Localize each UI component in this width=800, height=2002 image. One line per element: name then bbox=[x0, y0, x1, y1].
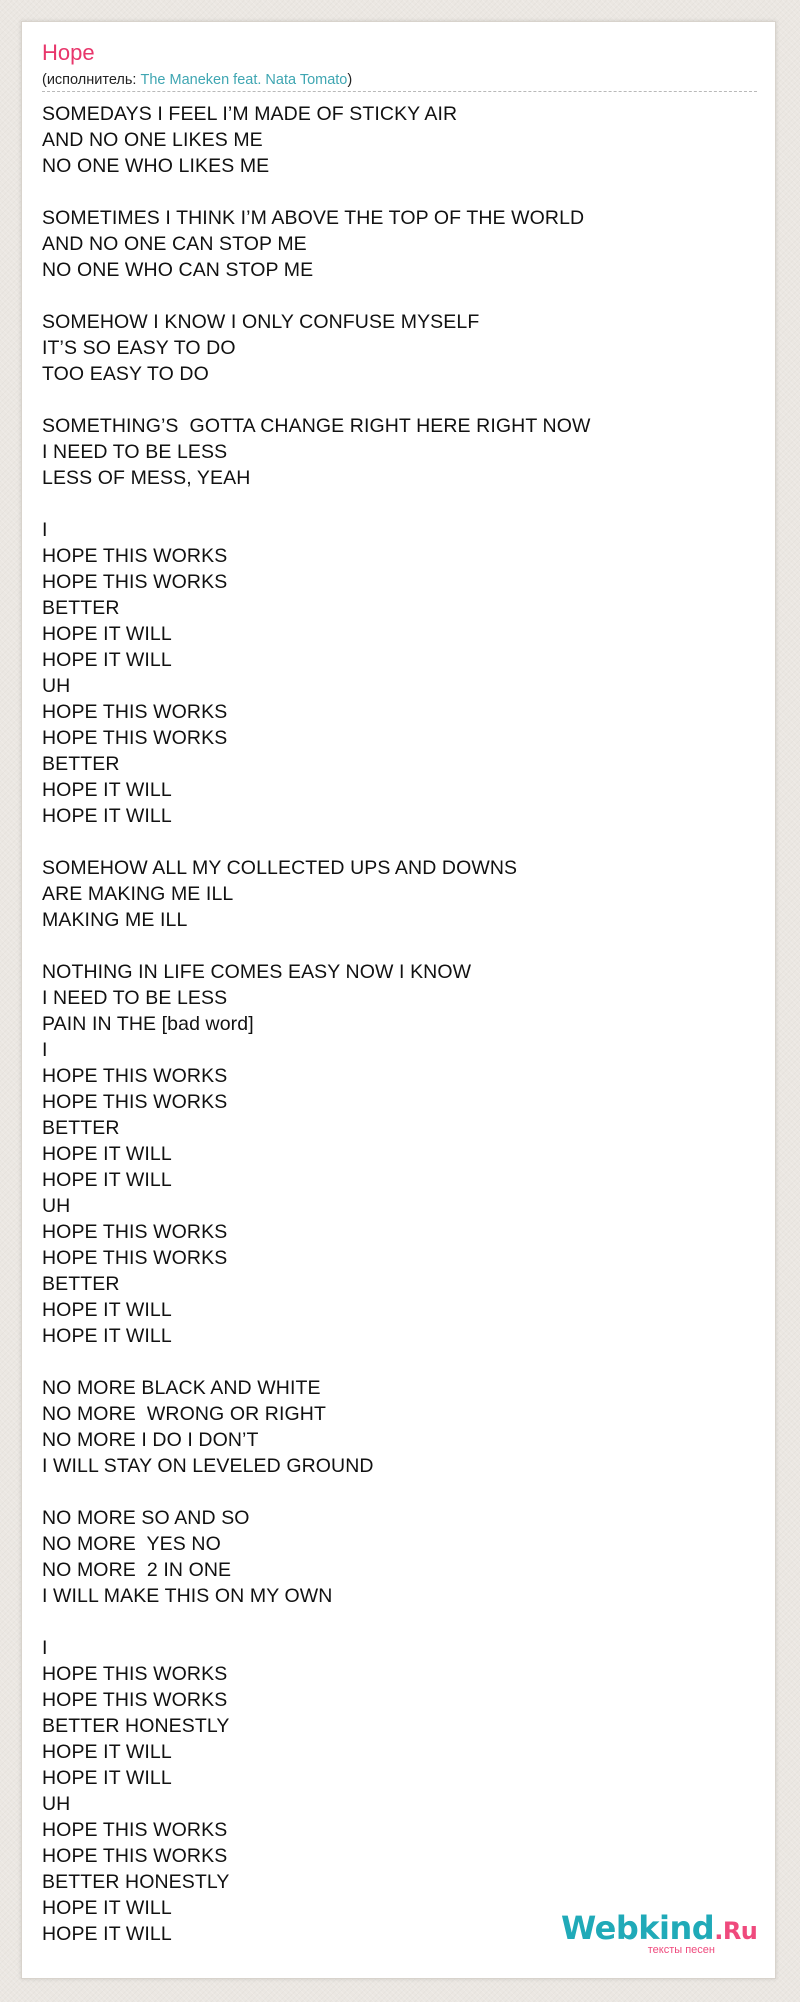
lyric-line: AND NO ONE LIKES ME bbox=[42, 129, 263, 151]
lyric-line: NO MORE SO AND SO bbox=[42, 1507, 250, 1529]
lyric-line: I bbox=[42, 519, 48, 541]
lyric-line: HOPE THIS WORKS bbox=[42, 1221, 228, 1243]
logo-domain-suffix: .Ru bbox=[714, 1917, 758, 1945]
lyric-line: BETTER bbox=[42, 597, 120, 619]
lyric-line: BETTER bbox=[42, 753, 120, 775]
lyric-line: I WILL MAKE THIS ON MY OWN bbox=[42, 1585, 333, 1607]
performer-suffix: ) bbox=[347, 72, 353, 88]
lyric-line: NO ONE WHO LIKES ME bbox=[42, 155, 270, 177]
lyric-line: I bbox=[42, 1637, 48, 1659]
site-logo[interactable] bbox=[561, 1909, 758, 1960]
lyric-line: SOMEHOW I KNOW I ONLY CONFUSE MYSELF bbox=[42, 311, 480, 333]
lyric-line: UH bbox=[42, 1793, 71, 1815]
performer-prefix: (исполнитель: bbox=[42, 72, 141, 88]
lyrics-card bbox=[21, 21, 776, 1979]
lyric-line: HOPE THIS WORKS bbox=[42, 1065, 228, 1087]
song-title: Hope bbox=[42, 40, 95, 65]
lyric-line: HOPE IT WILL bbox=[42, 779, 172, 801]
lyric-line: HOPE IT WILL bbox=[42, 623, 172, 645]
lyric-line: NO MORE BLACK AND WHITE bbox=[42, 1377, 321, 1399]
performer-line bbox=[42, 71, 757, 89]
logo-main-text: Webkind bbox=[561, 1909, 715, 1947]
lyric-line: HOPE IT WILL bbox=[42, 1923, 172, 1945]
lyric-line: AND NO ONE CAN STOP ME bbox=[42, 233, 307, 255]
lyric-line: UH bbox=[42, 675, 71, 697]
logo-tagline: тексты песен bbox=[647, 1944, 715, 1956]
stanza-gap bbox=[42, 283, 757, 309]
lyric-line: HOPE IT WILL bbox=[42, 1325, 172, 1347]
lyric-line: HOPE THIS WORKS bbox=[42, 701, 228, 723]
stanza-gap bbox=[42, 1479, 757, 1505]
lyric-line: BETTER HONESTLY bbox=[42, 1715, 230, 1737]
lyric-line: HOPE THIS WORKS bbox=[42, 545, 228, 567]
lyric-line: BETTER HONESTLY bbox=[42, 1871, 230, 1893]
lyric-line: HOPE THIS WORKS bbox=[42, 1819, 228, 1841]
lyric-line: HOPE IT WILL bbox=[42, 1741, 172, 1763]
lyric-line: I NEED TO BE LESS bbox=[42, 987, 228, 1009]
lyrics-body bbox=[42, 101, 757, 1947]
lyric-line: HOPE THIS WORKS bbox=[42, 1845, 228, 1867]
performer-link[interactable]: The Maneken feat. Nata Tomato bbox=[140, 72, 348, 88]
lyric-line: HOPE THIS WORKS bbox=[42, 1247, 228, 1269]
lyric-line: NO MORE I DO I DON’T bbox=[42, 1429, 259, 1451]
stanza-gap bbox=[42, 491, 757, 517]
lyric-line: HOPE THIS WORKS bbox=[42, 1091, 228, 1113]
stanza-gap bbox=[42, 1349, 757, 1375]
lyric-line: HOPE IT WILL bbox=[42, 805, 172, 827]
lyric-line: SOMEHOW ALL MY COLLECTED UPS AND DOWNS bbox=[42, 857, 518, 879]
lyric-line: IT’S SO EASY TO DO bbox=[42, 337, 236, 359]
lyric-line: TOO EASY TO DO bbox=[42, 363, 209, 385]
stanza-gap bbox=[42, 1609, 757, 1635]
song-header bbox=[42, 42, 757, 89]
lyric-line: LESS OF MESS, YEAH bbox=[42, 467, 251, 489]
lyric-line: HOPE IT WILL bbox=[42, 649, 172, 671]
lyric-line: NO MORE WRONG OR RIGHT bbox=[42, 1403, 326, 1425]
lyric-line: I NEED TO BE LESS bbox=[42, 441, 228, 463]
stanza-gap bbox=[42, 829, 757, 855]
stanza-gap bbox=[42, 933, 757, 959]
lyric-line: HOPE IT WILL bbox=[42, 1897, 172, 1919]
lyric-line: SOMETHING’S GOTTA CHANGE RIGHT HERE RIGHT NOW bbox=[42, 415, 591, 437]
lyric-line: ARE MAKING ME ILL bbox=[42, 883, 234, 905]
lyric-line: HOPE THIS WORKS bbox=[42, 571, 228, 593]
lyric-line: HOPE IT WILL bbox=[42, 1299, 172, 1321]
lyric-line: UH bbox=[42, 1195, 71, 1217]
stanza-gap bbox=[42, 387, 757, 413]
lyric-line: NO MORE YES NO bbox=[42, 1533, 221, 1555]
lyric-line: NOTHING IN LIFE COMES EASY NOW I KNOW bbox=[42, 961, 472, 983]
lyric-line: BETTER bbox=[42, 1117, 120, 1139]
stanza-gap bbox=[42, 179, 757, 205]
lyric-line: HOPE IT WILL bbox=[42, 1169, 172, 1191]
lyric-line: MAKING ME ILL bbox=[42, 909, 188, 931]
lyric-line: SOMEDAYS I FEEL I’M MADE OF STICKY AIR bbox=[42, 103, 458, 125]
lyric-line: BETTER bbox=[42, 1273, 120, 1295]
lyric-line: NO MORE 2 IN ONE bbox=[42, 1559, 232, 1581]
lyric-line: SOMETIMES I THINK I’M ABOVE THE TOP OF THE WORLD bbox=[42, 207, 585, 229]
lyric-line: HOPE IT WILL bbox=[42, 1143, 172, 1165]
lyric-line: HOPE THIS WORKS bbox=[42, 1689, 228, 1711]
lyric-line: HOPE THIS WORKS bbox=[42, 1663, 228, 1685]
lyric-line: HOPE IT WILL bbox=[42, 1767, 172, 1789]
lyric-line: NO ONE WHO CAN STOP ME bbox=[42, 259, 314, 281]
header-divider bbox=[42, 91, 757, 92]
lyric-line: I WILL STAY ON LEVELED GROUND bbox=[42, 1455, 374, 1477]
lyric-line: HOPE THIS WORKS bbox=[42, 727, 228, 749]
lyric-line: I bbox=[42, 1039, 48, 1061]
lyric-line: PAIN IN THE [bad word] bbox=[42, 1013, 254, 1035]
